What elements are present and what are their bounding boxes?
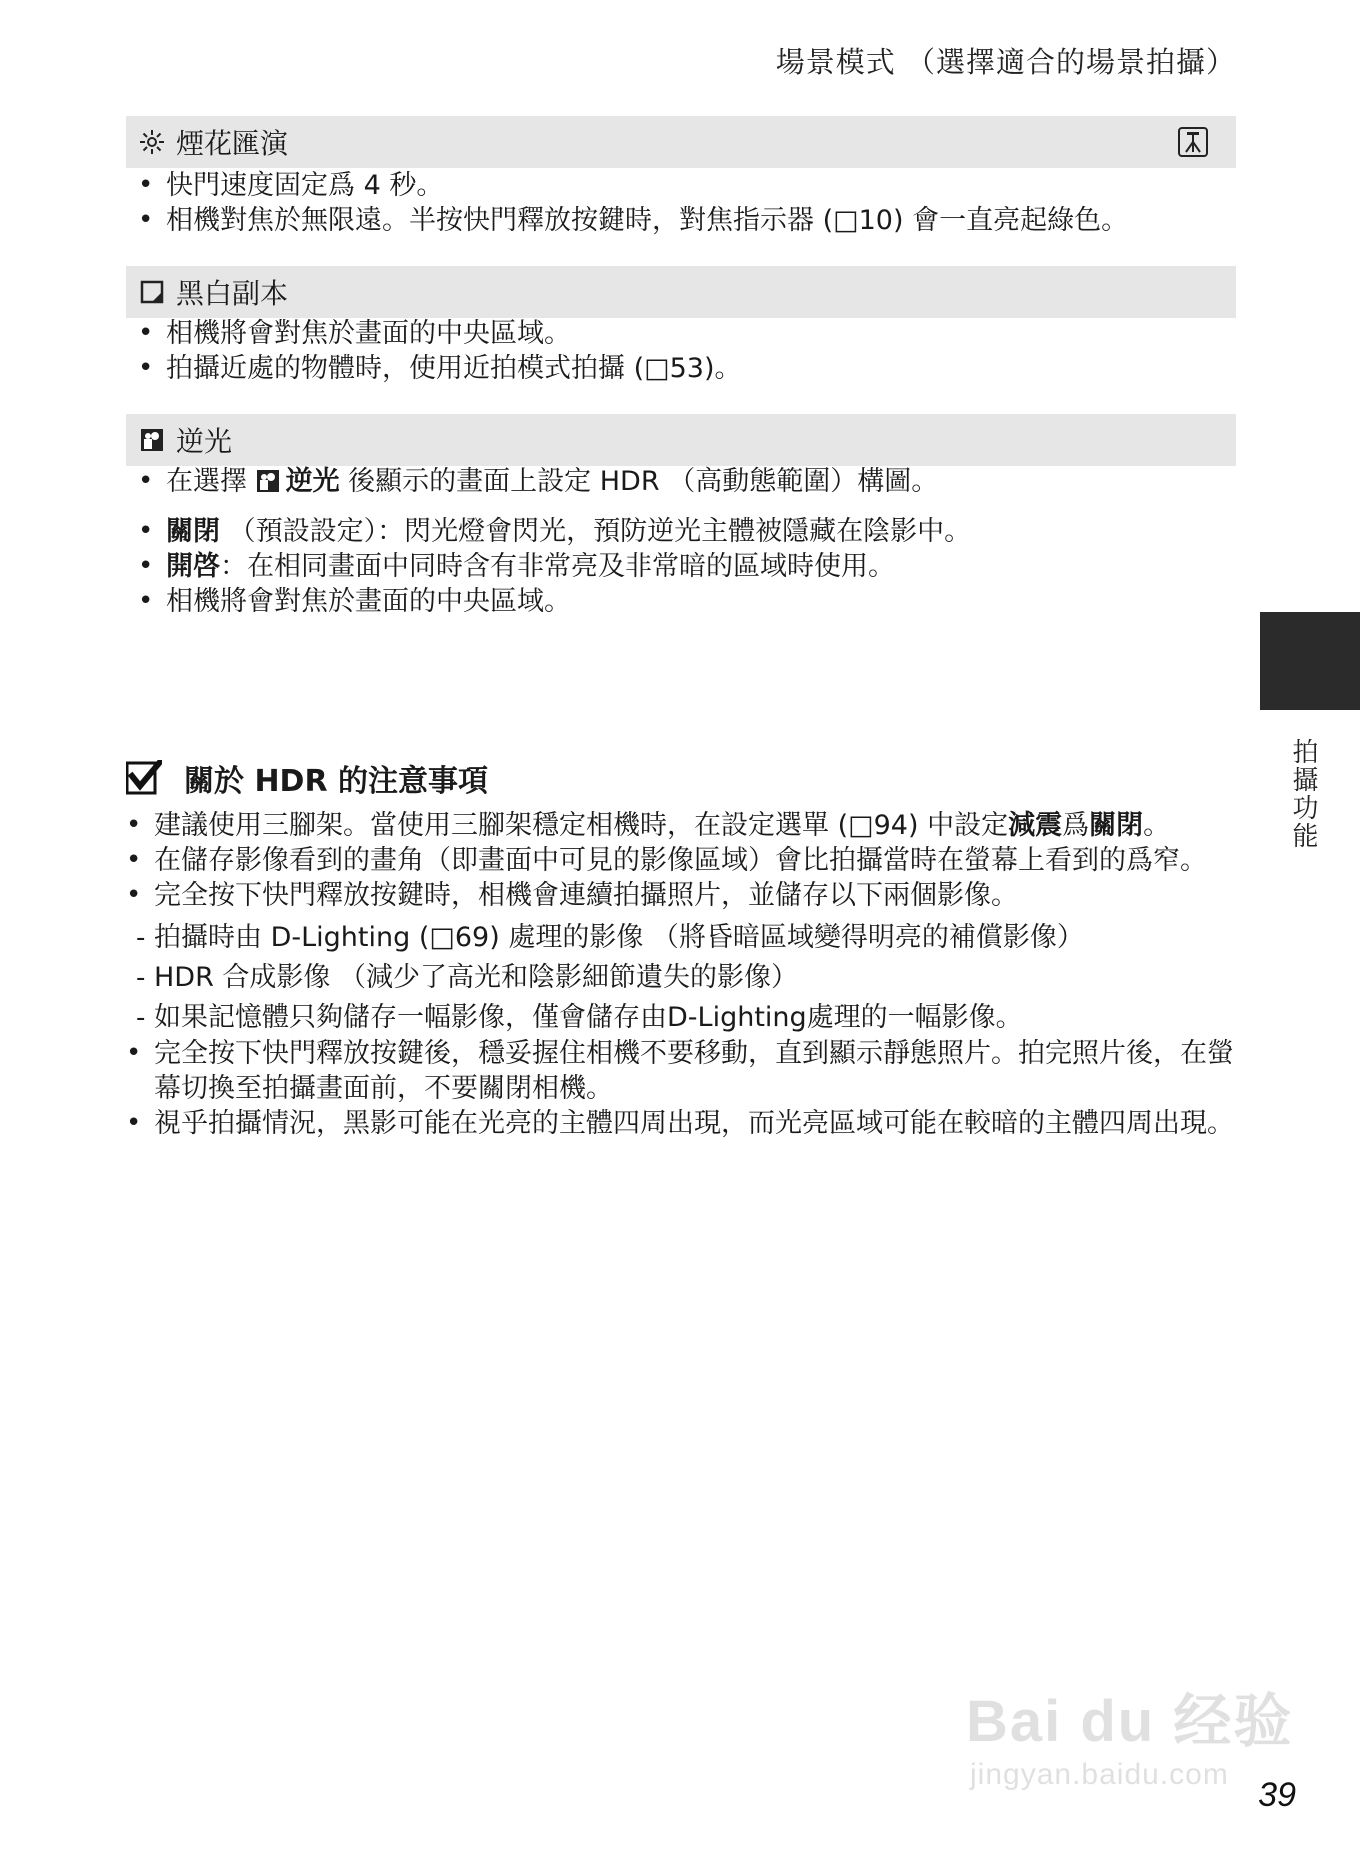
tripod-icon xyxy=(1178,127,1208,157)
list-item: • 完全按下快門釋放按鍵時，相機會連續拍攝照片，並儲存以下兩個影像。 xyxy=(124,878,1234,913)
backlighting-list xyxy=(136,514,1246,619)
list-item: • 拍攝近處的物體時，使用近拍模式拍攝 (□53)。 xyxy=(136,351,1246,386)
backlighting-icon xyxy=(256,467,280,502)
list-item: • 視乎拍攝情況，黑影可能在光亮的主體四周出現，而光亮區域可能在較暗的主體四周出現。 xyxy=(124,1106,1244,1141)
watermark-logo: Bai du 经验 xyxy=(966,1689,1294,1754)
chapter-label: 拍攝功能 xyxy=(1288,738,1318,850)
backlighting-intro xyxy=(136,464,1246,502)
text: 爲 xyxy=(1062,810,1090,841)
fireworks-list xyxy=(136,168,1246,238)
watermark xyxy=(966,1674,1293,1792)
list-item xyxy=(136,549,1246,584)
note-list-continued xyxy=(124,1036,1244,1141)
intro-text: 在選擇 xyxy=(166,466,256,497)
sub-list-item: - 拍攝時由 D-Lighting (□69) 處理的影像 （將昏暗區域變得明亮的補償影像） xyxy=(124,918,1234,958)
sub-list-item: - HDR 合成影像 （減少了高光和陰影細節遺失的影像） xyxy=(124,958,1234,998)
page-number: 39 xyxy=(1258,1776,1296,1814)
list-item xyxy=(136,584,1246,619)
intro-text: 後顯示的畫面上設定 HDR （高動態範圍）構圖。 xyxy=(339,466,939,497)
setting-name: 減震 xyxy=(1008,810,1063,841)
option-name: 開啓 xyxy=(166,551,220,582)
list-item: • 相機將會對焦於畫面的中央區域。 xyxy=(136,316,1246,351)
section-title: 煙花匯演 xyxy=(176,127,289,160)
setting-value: 關閉 xyxy=(1089,810,1144,841)
bw-copy-list xyxy=(136,316,1246,386)
option-desc: ：在相同畫面中同時含有非常亮及非常暗的區域時使用。 xyxy=(220,551,895,582)
page-header: 場景模式 （選擇適合的場景拍攝） xyxy=(775,45,1236,79)
option-desc: （預設設定）：閃光燈會閃光，預防逆光主體被隱藏在陰影中。 xyxy=(220,516,972,547)
list-item xyxy=(136,464,1246,502)
section-title: 逆光 xyxy=(176,425,233,458)
list-item: • 完全按下快門釋放按鍵後，穩妥握住相機不要移動，直到顯示靜態照片。拍完照片後，在螢幕切換至拍攝畫面前，不要關閉相機。 xyxy=(124,1036,1244,1106)
option-name: 關閉 xyxy=(166,516,220,547)
note-title: 關於 HDR 的注意事項 xyxy=(184,764,488,799)
list-item xyxy=(136,514,1246,549)
check-mark-icon xyxy=(126,760,162,796)
list-item xyxy=(124,808,1234,843)
note-list xyxy=(124,808,1234,913)
section-backlighting-header xyxy=(126,414,1236,466)
text: 建議使用三腳架。當使用三腳架穩定相機時，在設定選單 (□94) 中設定 xyxy=(154,810,1009,841)
sub-list-item: - 如果記憶體只夠儲存一幅影像，僅會儲存由D-Lighting處理的一幅影像。 xyxy=(124,998,1234,1038)
note-heading xyxy=(126,756,488,800)
section-title: 黑白副本 xyxy=(176,277,289,310)
backlighting-icon xyxy=(138,426,166,454)
list-item: • 相機對焦於無限遠。半按快門釋放按鍵時，對焦指示器 (□10) 會一直亮起綠色。 xyxy=(136,203,1246,238)
text: 。 xyxy=(1143,810,1171,841)
chapter-tab xyxy=(1260,612,1360,710)
list-item: • 在儲存影像看到的畫角（即畫面中可見的影像區域）會比拍攝當時在螢幕上看到的爲窄。 xyxy=(124,843,1234,878)
list-item: • 快門速度固定爲 4 秒。 xyxy=(136,168,1246,203)
section-bw-copy-header xyxy=(126,266,1236,318)
intro-bold: 逆光 xyxy=(285,466,340,497)
section-fireworks-header xyxy=(126,116,1236,168)
fireworks-icon xyxy=(138,128,166,156)
option-desc: 相機將會對焦於畫面的中央區域。 xyxy=(166,586,571,617)
black-white-copy-icon xyxy=(138,278,166,306)
note-sub-list xyxy=(124,918,1234,1038)
watermark-url: jingyan.baidu.com xyxy=(970,1758,1229,1791)
